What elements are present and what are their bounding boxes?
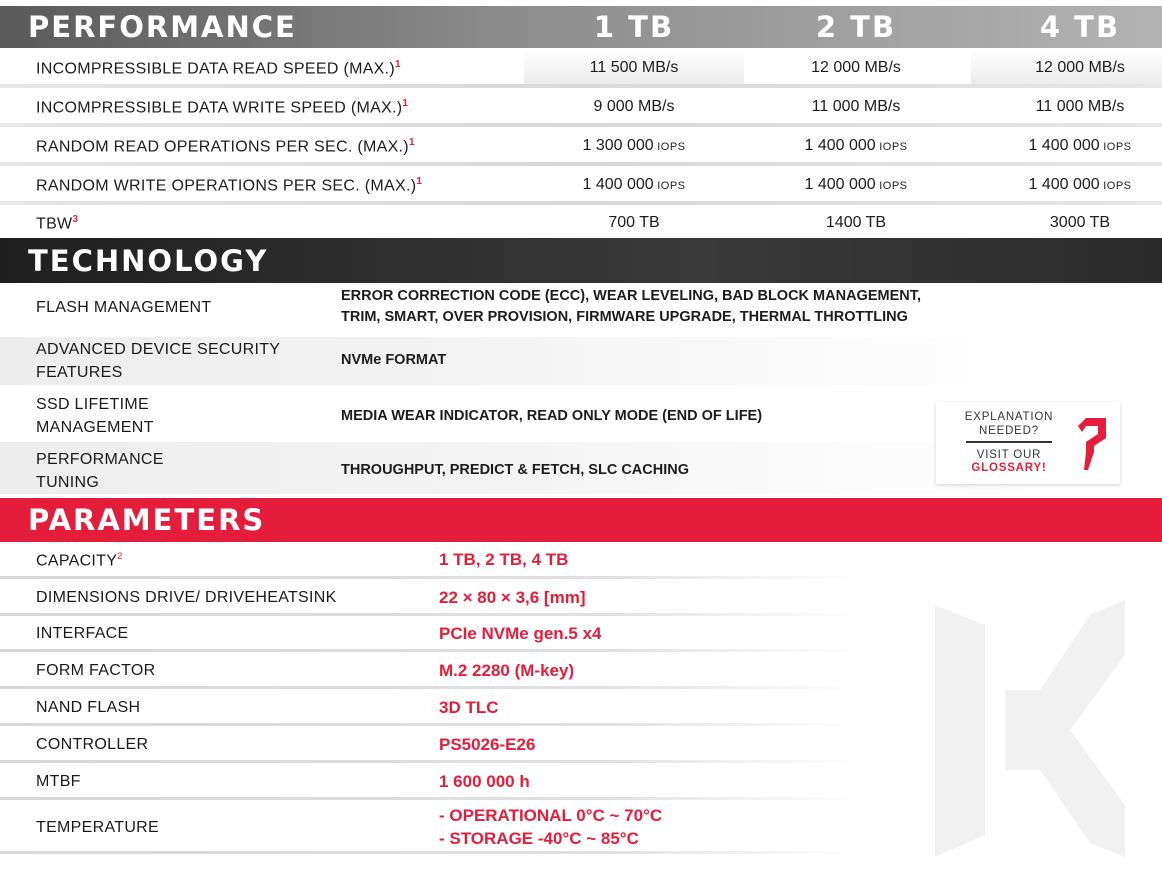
technology-row bbox=[0, 283, 1162, 337]
glossary-divider bbox=[966, 441, 1052, 443]
performance-cell: 1 400 000 IOPS bbox=[1028, 176, 1132, 193]
col-header-1tb: 1 TB bbox=[593, 10, 675, 44]
parameter-row-label: DIMENSIONS DRIVE/ DRIVEHEATSINK bbox=[36, 589, 337, 606]
footnote-marker: 2 bbox=[117, 551, 123, 561]
glossary-explanation-text: EXPLANATION NEEDED? bbox=[964, 411, 1054, 437]
footnote-marker: 1 bbox=[408, 137, 415, 148]
technology-row-label: SSD LIFETIME MANAGEMENT bbox=[36, 396, 154, 436]
row-divider bbox=[0, 851, 860, 854]
parameter-row-label: NAND FLASH bbox=[36, 699, 141, 716]
performance-row-label: RANDOM WRITE OPERATIONS PER SEC. $(MAX.)^1$ bbox=[36, 176, 423, 195]
parameter-row bbox=[0, 801, 1162, 853]
row-divider bbox=[0, 649, 860, 652]
unit-label: IOPS bbox=[1099, 141, 1132, 153]
performance-row-label: RANDOM READ OPERATIONS PER SEC. $(MAX.)^1$ bbox=[36, 137, 415, 156]
parameters-title: PARAMETERS bbox=[28, 503, 266, 537]
performance-row bbox=[0, 203, 1162, 239]
parameter-row-label: FORM FACTOR bbox=[36, 662, 156, 679]
parameter-row-value: 3D TLC bbox=[439, 698, 499, 717]
parameter-row-value: - OPERATIONAL 0°C ~ 70°C - STORAGE -40°C ~ 85°C bbox=[439, 806, 663, 848]
technology-row bbox=[0, 337, 1162, 385]
performance-header bbox=[0, 6, 1162, 48]
row-divider bbox=[0, 686, 860, 689]
parameter-row-label: CAPACITY$^2$ bbox=[36, 551, 123, 570]
unit-label: IOPS bbox=[653, 141, 686, 153]
performance-cell: 3000 TB bbox=[1049, 214, 1111, 231]
technology-row-label: FLASH MANAGEMENT bbox=[36, 299, 212, 316]
performance-row bbox=[0, 87, 1162, 123]
performance-row-label: INCOMPRESSIBLE DATA WRITE SPEED $(MAX.)^1$ bbox=[36, 98, 409, 117]
parameter-row bbox=[0, 542, 1162, 578]
performance-title: PERFORMANCE bbox=[28, 10, 297, 44]
performance-row bbox=[0, 165, 1162, 201]
col-header-4tb: 4 TB bbox=[1039, 10, 1121, 44]
unit-label: IOPS bbox=[1099, 180, 1132, 192]
footnote-marker: 3 bbox=[72, 214, 79, 225]
footnote-marker: 1 bbox=[395, 59, 401, 70]
performance-row bbox=[0, 126, 1162, 162]
performance-cell: 700 TB bbox=[608, 214, 660, 231]
performance-cell: 12 000 MB/s bbox=[811, 59, 901, 76]
performance-cell: 11 500 MB/s bbox=[589, 59, 679, 76]
technology-row-value: MEDIA WEAR INDICATOR, READ ONLY MODE (END OF LIFE) bbox=[341, 408, 763, 424]
row-divider bbox=[0, 723, 860, 726]
row-divider bbox=[0, 576, 860, 579]
glossary-visit-text: VISIT OUR bbox=[976, 449, 1042, 461]
parameter-row bbox=[0, 616, 1162, 651]
performance-cell: 1 400 000 IOPS bbox=[804, 176, 908, 193]
footnote-marker: 1 bbox=[402, 98, 409, 109]
unit-label: IOPS bbox=[653, 180, 686, 192]
row-divider bbox=[0, 760, 860, 763]
parameter-row bbox=[0, 653, 1162, 688]
technology-row-value: NVMe FORMAT bbox=[341, 352, 447, 368]
parameter-row-value: 22 × 80 × 3,6 [mm] bbox=[439, 588, 586, 607]
unit-label: IOPS bbox=[875, 141, 908, 153]
parameter-row bbox=[0, 690, 1162, 725]
performance-cell: 12 000 MB/s bbox=[1035, 59, 1125, 76]
performance-cell: 11 000 MB/s bbox=[811, 98, 901, 115]
performance-cell: 11 000 MB/s bbox=[1035, 98, 1125, 115]
unit-label: IOPS bbox=[875, 180, 908, 192]
glossary-link-text[interactable]: GLOSSARY! bbox=[971, 462, 1047, 474]
parameter-row-value: 1 600 000 h bbox=[439, 772, 530, 791]
performance-row bbox=[0, 48, 1162, 84]
parameter-row-value: PCIe NVMe gen.5 x4 bbox=[439, 624, 602, 643]
parameter-row bbox=[0, 764, 1162, 799]
technology-header bbox=[0, 238, 1162, 283]
performance-row-label: TBW$^3$ bbox=[36, 214, 79, 233]
performance-cell: 1 300 000 IOPS bbox=[582, 137, 686, 154]
footnote-marker: 1 bbox=[416, 176, 423, 187]
parameters-header bbox=[0, 498, 1162, 542]
technology-row-label: PERFORMANCE TUNING bbox=[36, 451, 164, 491]
parameter-row-label: CONTROLLER bbox=[36, 736, 149, 753]
performance-cell: 1400 TB bbox=[825, 214, 887, 231]
col-header-2tb: 2 TB bbox=[815, 10, 897, 44]
parameter-row-label: TEMPERATURE bbox=[36, 819, 160, 836]
performance-cell: 1 400 000 IOPS bbox=[1028, 137, 1132, 154]
performance-cell: 1 400 000 IOPS bbox=[804, 137, 908, 154]
glossary-link-card[interactable] bbox=[936, 402, 1120, 484]
performance-cell: 1 400 000 IOPS bbox=[582, 176, 686, 193]
question-mark-icon bbox=[1072, 412, 1112, 472]
technology-row-value: ERROR CORRECTION CODE (ECC), WEAR LEVELING, BAD BLOCK MANAGEMENT, TRIM, SMART, OVER PROVISION, FIRMWARE UPGRADE, THERMAL THROTTLING bbox=[341, 288, 921, 325]
parameter-row-value: 1 TB, 2 TB, 4 TB bbox=[439, 550, 569, 569]
technology-row-value: THROUGHPUT, PREDICT & FETCH, SLC CACHING bbox=[341, 462, 689, 478]
parameter-row-label: MTBF bbox=[36, 773, 81, 790]
parameter-row-value: M.2 2280 (M-key) bbox=[439, 661, 575, 680]
technology-row-label: ADVANCED DEVICE SECURITY FEATURES bbox=[36, 341, 281, 381]
performance-cell: 9 000 MB/s bbox=[593, 98, 675, 115]
performance-row-label: INCOMPRESSIBLE DATA READ SPEED $(MAX.)^1$ bbox=[36, 59, 401, 78]
row-divider bbox=[0, 797, 860, 800]
parameter-row-value: PS5026-E26 bbox=[439, 735, 536, 754]
parameter-row-label: INTERFACE bbox=[36, 625, 129, 642]
parameter-row bbox=[0, 580, 1162, 615]
technology-title: TECHNOLOGY bbox=[28, 243, 269, 278]
parameter-row bbox=[0, 727, 1162, 762]
